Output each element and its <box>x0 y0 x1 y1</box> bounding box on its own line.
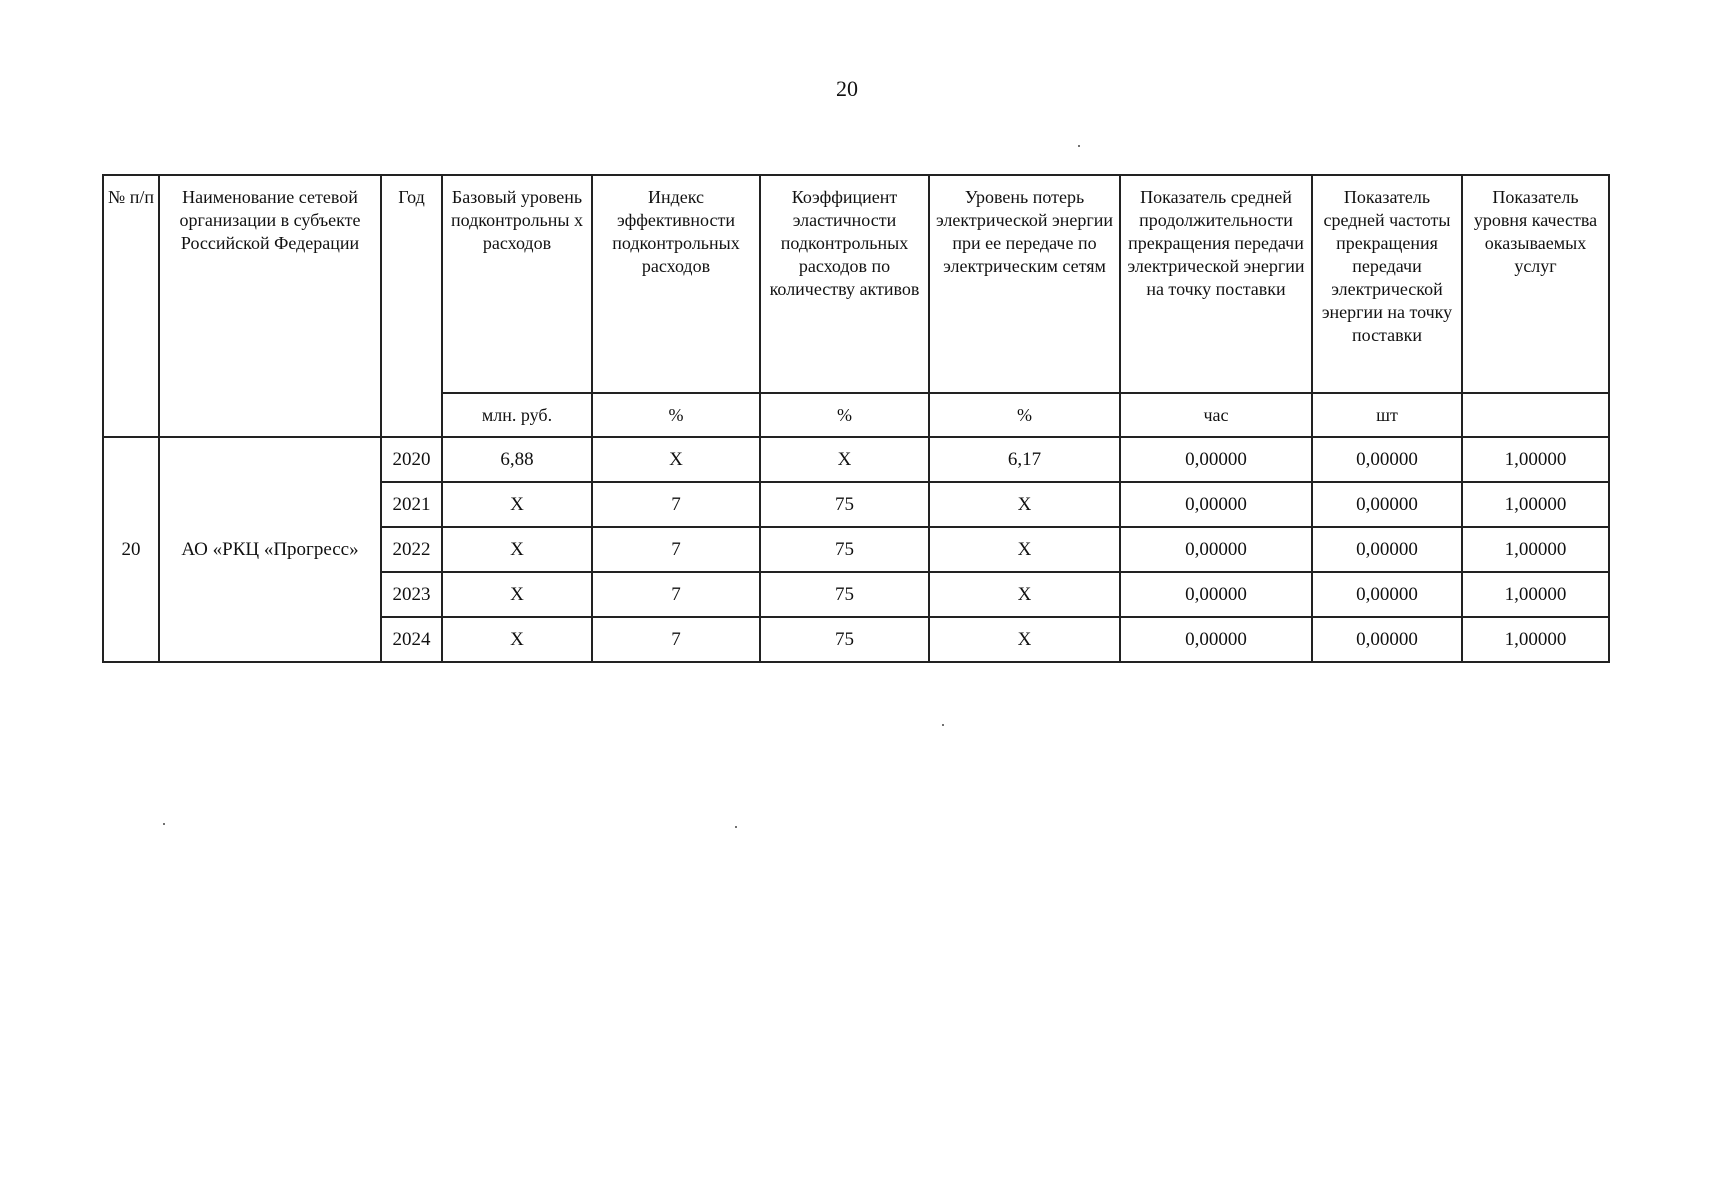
duration-cell: 0,00000 <box>1120 437 1312 482</box>
page-number: 20 <box>836 76 858 101</box>
header-year: Год <box>381 175 442 437</box>
elasticity-cell: 75 <box>760 572 929 617</box>
losses-cell: Х <box>929 482 1120 527</box>
quality-cell: 1,00000 <box>1462 437 1609 482</box>
scan-speck <box>735 826 737 828</box>
losses-cell: 6,17 <box>929 437 1120 482</box>
base-costs-cell: Х <box>442 617 592 662</box>
elasticity-cell: 75 <box>760 527 929 572</box>
header-quality: Показатель уровня качества оказываемых услуг <box>1462 175 1609 393</box>
year-cell: 2024 <box>381 617 442 662</box>
quality-cell: 1,00000 <box>1462 482 1609 527</box>
losses-cell: Х <box>929 527 1120 572</box>
unit-elasticity: % <box>760 393 929 437</box>
indicators-table <box>102 174 1610 663</box>
header-base-costs: Базовый уровень подконтрольны х расходов <box>442 175 592 393</box>
row-num-cell: 20 <box>103 437 159 662</box>
duration-cell: 0,00000 <box>1120 482 1312 527</box>
quality-cell: 1,00000 <box>1462 617 1609 662</box>
unit-quality <box>1462 393 1609 437</box>
duration-cell: 0,00000 <box>1120 527 1312 572</box>
elasticity-cell: 75 <box>760 617 929 662</box>
org-name-cell: АО «РКЦ «Прогресс» <box>159 437 381 662</box>
header-efficiency-index: Индекс эффективности подконтрольных расходов <box>592 175 760 393</box>
elasticity-cell: Х <box>760 437 929 482</box>
base-costs-cell: Х <box>442 572 592 617</box>
frequency-cell: 0,00000 <box>1312 617 1462 662</box>
header-losses: Уровень потерь электрической энергии при ее передаче по электрическим сетям <box>929 175 1120 393</box>
quality-cell: 1,00000 <box>1462 572 1609 617</box>
unit-duration: час <box>1120 393 1312 437</box>
unit-losses: % <box>929 393 1120 437</box>
year-cell: 2020 <box>381 437 442 482</box>
losses-cell: Х <box>929 572 1120 617</box>
quality-cell: 1,00000 <box>1462 527 1609 572</box>
header-elasticity: Коэффициент эластичности подконтрольных расходов по количеству активов <box>760 175 929 393</box>
efficiency-index-cell: 7 <box>592 617 760 662</box>
table-row <box>103 437 1609 482</box>
elasticity-cell: 75 <box>760 482 929 527</box>
unit-efficiency-index: % <box>592 393 760 437</box>
duration-cell: 0,00000 <box>1120 572 1312 617</box>
year-cell: 2023 <box>381 572 442 617</box>
year-cell: 2022 <box>381 527 442 572</box>
losses-cell: Х <box>929 617 1120 662</box>
year-cell: 2021 <box>381 482 442 527</box>
efficiency-index-cell: 7 <box>592 572 760 617</box>
duration-cell: 0,00000 <box>1120 617 1312 662</box>
frequency-cell: 0,00000 <box>1312 527 1462 572</box>
header-org: Наименование сетевой организации в субъекте Российской Федерации <box>159 175 381 437</box>
header-row <box>103 175 1609 393</box>
scan-speck <box>942 724 944 726</box>
frequency-cell: 0,00000 <box>1312 437 1462 482</box>
unit-base-costs: млн. руб. <box>442 393 592 437</box>
scan-speck <box>163 823 165 825</box>
unit-frequency: шт <box>1312 393 1462 437</box>
base-costs-cell: Х <box>442 482 592 527</box>
header-num: № п/п <box>103 175 159 437</box>
header-frequency: Показатель средней частоты прекращения передачи электрической энергии на точку поставки <box>1312 175 1462 393</box>
efficiency-index-cell: Х <box>592 437 760 482</box>
efficiency-index-cell: 7 <box>592 482 760 527</box>
efficiency-index-cell: 7 <box>592 527 760 572</box>
base-costs-cell: 6,88 <box>442 437 592 482</box>
header-duration: Показатель средней продолжительности прекращения передачи электрической энергии на точку поставки <box>1120 175 1312 393</box>
frequency-cell: 0,00000 <box>1312 572 1462 617</box>
scan-speck <box>1078 145 1080 147</box>
base-costs-cell: Х <box>442 527 592 572</box>
frequency-cell: 0,00000 <box>1312 482 1462 527</box>
